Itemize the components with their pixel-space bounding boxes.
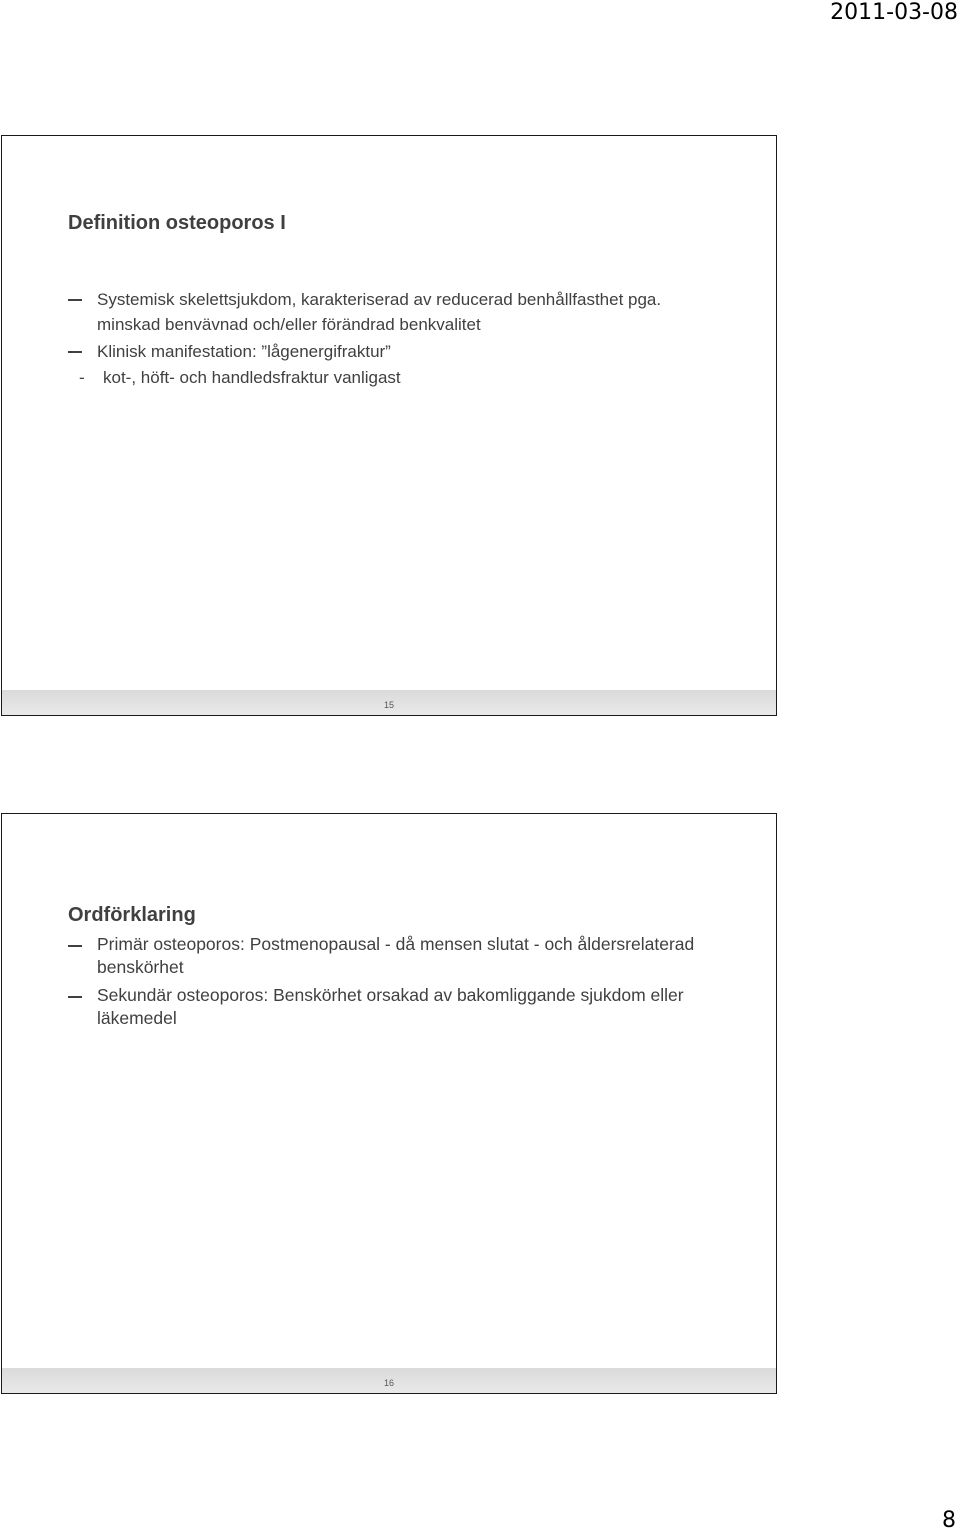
sub-item-text: kot-, höft- och handledsfraktur vanligast [103,368,401,387]
slide-16 [1,813,777,1394]
sub-marker: - [79,368,85,387]
list-item [68,933,728,979]
list-item [68,339,728,364]
list-item [68,287,728,337]
dash-icon [68,299,82,301]
bullet-text: Klinisk manifestation: ”lågenergifraktur” [97,342,391,361]
dash-icon [68,351,82,353]
slide-title: Ordförklaring [68,904,196,926]
slide-number: 16 [383,1378,394,1388]
page-number: 8 [942,1508,956,1533]
header-date: 2011-03-08 [830,0,958,25]
list-item [68,984,728,1030]
slide-15 [1,135,777,716]
sub-list-item [39,364,728,391]
bullet-text: Primär osteoporos: Postmenopausal - då mensen slutat - och åldersrelaterad benskörhet [97,934,695,977]
slide-title: Definition osteoporos I [68,212,286,234]
bullet-list [68,287,728,391]
bullet-text: Systemisk skelettsjukdom, karakteriserad av reducerad benhållfasthet pga. minskad benvävnad och/eller förändrad benkvalitet [97,290,662,334]
dash-icon [68,996,82,998]
bullet-text: Sekundär osteoporos: Benskörhet orsakad av bakomliggande sjukdom eller läkemedel [97,985,684,1028]
bullet-list [68,933,728,1030]
slide-number: 15 [383,700,394,710]
dash-icon [68,945,82,947]
